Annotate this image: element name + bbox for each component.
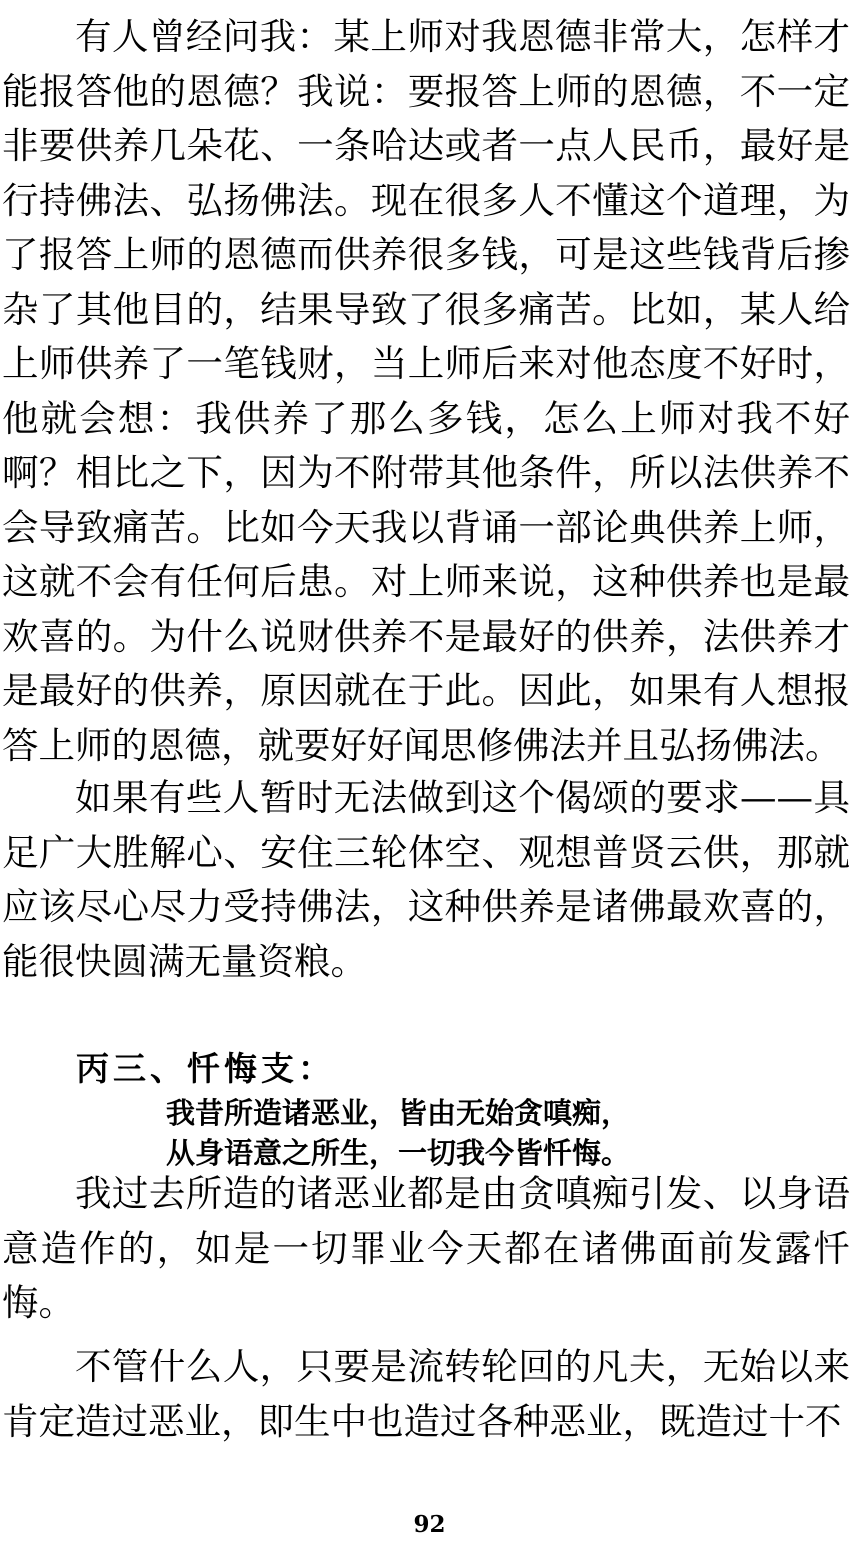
section-heading: 丙三、忏悔支： <box>76 1049 335 1088</box>
verse-line-2: 从身语意之所生，一切我今皆忏悔。 <box>166 1136 631 1170</box>
paragraph-ordinary-beings: 不管什么人，只要是流转轮回的凡夫，无始以来肯定造过恶业，即生中也造过各种恶业，既造过十不 <box>2 1345 850 1443</box>
paragraph-verse-explanation: 我过去所造的诸恶业都是由贪嗔痴引发、以身语意造作的，如是一切罪业今天都在诸佛面前发露忏悔。 <box>2 1172 850 1324</box>
page-number: 92 <box>413 1511 446 1538</box>
paragraph-offering-dharma: 有人曾经问我：某上师对我恩德非常大，怎样才能报答他的恩德？我说：要报答上师的恩德，不一定非要供养几朵花、一条哈达或者一点人民币，最好是行持佛法、弘扬佛法。现在很多人不懂这个道理，为了报答上师的恩德而供养很多钱，可是这些钱背后掺杂了其他目的，结果导致了很多痛苦。比如，某人给上师供养了一笔钱财，当上师后来对他态度不好时，他就会想：我供养了那么多钱，怎么上师对我不好啊？相比之下，因为不附带其他条件，所以法供养不会导致痛苦。比如今天我以背诵一部论典供养上师，这就不会有任何后患。对上师来说，这种供养也是最欢喜的。为什么说财供养不是最好的供养，法供养才是最好的供养，原因就在于此。因此，如果有人想报答上师的恩德，就要好好闻思修佛法并且弘扬佛法。 <box>2 15 850 767</box>
verse-line-1: 我昔所造诸恶业，皆由无始贪嗔痴， <box>166 1096 631 1130</box>
paragraph-verse-requirement: 如果有些人暂时无法做到这个偈颂的要求——具足广大胜解心、安住三轮体空、观想普贤云供，那就应该尽心尽力受持佛法，这种供养是诸佛最欢喜的，能很快圆满无量资粮。 <box>2 776 850 983</box>
